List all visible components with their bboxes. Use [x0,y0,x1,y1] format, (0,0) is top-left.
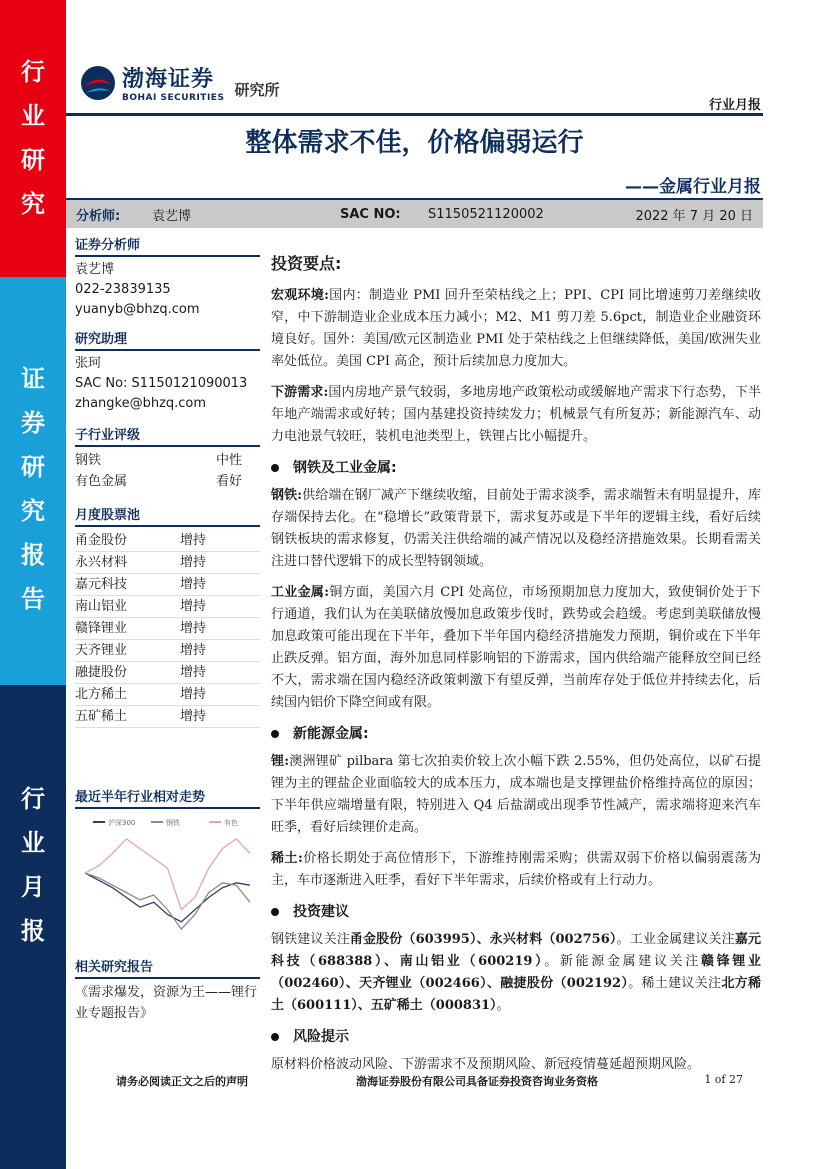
side-char: 行 [21,785,45,813]
stock-rating: 增持 [180,665,207,680]
downstream-paragraph [271,382,761,448]
side-char: 告 [21,585,45,613]
rating-row [75,450,260,471]
stock-rating: 增持 [180,643,207,658]
investment-heading [271,901,761,923]
stock-rating: 增持 [180,621,207,636]
steel-heading-text: 钢铁及工业金属: [293,460,397,476]
new-energy-heading [271,723,761,745]
investment-stocks: 北方稀土（600111）、五矿稀土（000831） [271,976,761,1013]
side-banner-red [0,0,66,277]
stock-pool-heading: 月度股票池 [75,504,260,527]
downstream-label: 下游需求: [271,385,329,400]
stock-pool-row [75,662,260,684]
analyst-name: 袁艺博 [152,208,192,224]
sac-number: S1150521120002 [428,206,544,222]
logo-name-cn: 渤海证券 [122,67,215,92]
investment-stocks: 甬金股份（603995）、永兴材料（002756） [349,932,617,947]
stock-pool-row [75,552,260,574]
side-char: 报 [21,917,45,945]
footer-disclaimer: 请务必阅读正文之后的声明 [116,1075,248,1088]
stock-rating: 增持 [180,599,207,614]
related-reports-heading: 相关研究报告 [75,956,260,979]
rating-heading: 子行业评级 [75,424,260,447]
rating-sector: 钢铁 [75,453,102,468]
side-char: 业 [21,829,45,857]
investment-text: 钢铁建议关注 [271,932,350,947]
side-char: 研 [21,453,45,481]
assistant-email[interactable]: zhangke@bhzq.com [75,396,207,411]
company-logo [80,62,279,103]
analyst-label: 分析师: [76,208,121,224]
stock-name: 融捷股份 [75,665,128,680]
key-points-heading: 投资要点: [271,254,342,273]
steel-heading [271,457,761,479]
industrial-metal-paragraph [271,582,761,714]
trend-chart [75,812,260,946]
analyst-line: 022-23839135 [75,282,171,297]
stock-name: 北方稀土 [75,687,128,702]
side-char: 行 [21,58,45,86]
bullet-icon [271,730,279,738]
logo-department: 研究所 [234,81,280,99]
side-char: 报 [21,541,45,569]
steel-label: 钢铁: [271,488,303,503]
side-banner [0,0,66,1169]
rare-earth-paragraph [271,848,761,892]
trend-chart-svg [75,812,260,942]
stock-rating: 增持 [180,709,207,724]
legend-label: 钢铁 [166,819,180,827]
steel-paragraph [271,485,761,573]
stock-rating: 增持 [180,577,207,592]
industrial-metal-label: 工业金属: [271,585,330,600]
analyst-line: 袁艺博 [75,262,115,277]
side-char: 月 [21,873,45,901]
side-banner-navy [0,685,66,1169]
stock-name: 赣锋锂业 [75,621,128,636]
bullet-icon [271,908,279,916]
logo-name-en: BOHAI SECURITIES [122,93,225,103]
investment-stocks: 赣锋锂业（002460）、天齐锂业（002466）、融捷股份（002192） [271,954,761,991]
assistant-heading: 研究助理 [75,328,260,351]
stock-pool-row [75,640,260,662]
key-points-column [271,253,761,1085]
bullet-icon [271,464,279,472]
bullet-icon [271,1033,279,1041]
page-title: 整体需求不佳，价格偏弱运行 [245,128,584,158]
left-column [75,234,260,1024]
downstream-text: 国内房地产景气较弱，多地房地产政策松动或缓解地产需求下行态势，下半年地产端需求或好转；国内基建投资持续发力；机械景气有所复苏；新能源汽车、动力电池景气较旺，装机电池类型上，铁锂占比小幅提升。 [271,385,761,444]
risk-heading [271,1026,761,1048]
rating-sector: 有色金属 [75,474,128,489]
side-char: 券 [21,409,45,437]
stock-name: 永兴材料 [75,555,128,570]
stock-pool-row [75,618,260,640]
rare-earth-label: 稀土: [271,851,303,866]
analyst-heading: 证券分析师 [75,234,260,257]
report-type: 行业月报 [708,98,761,113]
lithium-label: 锂: [271,754,290,769]
bohai-logo-icon [80,63,116,103]
industrial-metal-text: 铜方面，美国六月 CPI 处高位，市场预期加息力度加大，致使铜价处于下行通道，我们认为在美联储放慢加息政策步伐时，跌势或会趋缓。考虑到美联储放慢加息政策可能出现在下半年，叠加下半年国内稳经济措施发力预期，铜价或在下半年止跌反弹。铝方面，海外加息同样影响铝的下游需求，国内供给端产能释放空间已经不大，需求端在国内稳经济政策刺激下有望反弹，当前库存处于低位并持续去化，后续国内铝价下降空间或有限。 [271,585,761,710]
stock-rating: 增持 [180,687,207,702]
stock-pool-row [75,684,260,706]
side-char: 业 [21,102,45,130]
side-banner-cyan [0,277,66,685]
page-number: 1 of 27 [704,1073,743,1086]
rating-value: 看好 [215,474,242,489]
lithium-text: 澳洲锂矿 pilbara 第七次拍卖价较上次小幅下跌 2.55%，但仍处高位，以矿石提锂为主的锂盐企业面临较大的成本压力，成本端也是支撑锂盐价格维持高位的原因；下半年供应端增量有限，特别进入 Q4 后盐湖或出现季节性减产，需求端将迎来汽车旺季，看好后续锂价走高。 [271,754,761,835]
investment-text: 。稀土建议关注 [628,976,722,991]
stock-rating: 增持 [180,533,207,548]
macro-text: 国内：制造业 PMI 回升至荣枯线之上；PPI、CPI 同比增速剪刀差继续收窄，中下游制造业企业成本压力减小；M2、M1 剪刀差 5.6pct，制造业企业融资环境良好。国外：美国/欧元区制造业 PMI 处于荣枯线之上但继续降低，美国/欧洲失业率处低位。美国 CPI 高企，预计后续加息力度加大。 [271,288,761,369]
rating-value: 中性 [215,453,242,468]
side-char: 证 [21,365,45,393]
sac-label: SAC NO: [340,206,401,222]
legend-label: 有色 [224,819,238,827]
stock-name: 甬金股份 [75,533,128,548]
side-char: 研 [21,146,45,174]
macro-paragraph [271,285,761,373]
stock-name: 南山铝业 [75,599,128,614]
steel-text: 供给端在钢厂减产下继续收缩，目前处于需求淡季，需求端暂未有明显提升，库存端保持去化。在“稳增长”政策背景下，需求复苏或是下半年的逻辑主线，看好后续钢铁板块的需求修复，仍需关注供给端的减产情况以及稳经济措施效果。长期看需关注进口替代逻辑下的成长型特钢领域。 [271,488,761,569]
investment-paragraph [271,929,761,1017]
analyst-email[interactable]: yuanyb@bhzq.com [75,302,200,317]
investment-heading-text: 投资建议 [293,904,349,920]
analyst-info-bar [66,198,763,228]
stock-pool-row [75,596,260,618]
trend-chart-heading: 最近半年行业相对走势 [75,786,260,809]
stock-rating: 增持 [180,555,207,570]
side-char: 究 [21,497,45,525]
macro-label: 宏观环境: [271,288,329,303]
assistant-line: 张珂 [75,356,102,371]
risk-paragraph: 原材料价格波动风险、下游需求不及预期风险、新冠疫情蔓延超预期风险。 [271,1057,701,1072]
page-subtitle: ——金属行业月报 [625,177,761,197]
rare-earth-text: 价格长期处于高位情形下，下游维持刚需采购；供需双弱下价格以偏弱震荡为主，车市逐渐进入旺季，看好下半年需求，后续价格或有上行动力。 [271,851,761,888]
stock-name: 五矿稀土 [75,709,128,724]
stock-name: 天齐锂业 [75,643,128,658]
report-date: 2022 年 7 月 20 日 [635,208,753,224]
new-energy-heading-text: 新能源金属: [293,726,369,742]
assistant-line: SAC No: S1150121090013 [75,376,248,391]
investment-text: 。 [496,998,510,1013]
stock-pool-row [75,706,260,728]
risk-heading-text: 风险提示 [293,1029,349,1045]
header-rule [66,113,763,116]
investment-stocks: 嘉元科技（688388）、南山铝业（600219） [271,932,761,969]
lithium-paragraph [271,751,761,839]
investment-text: 。新能源金属建议关注 [544,954,701,969]
related-report-link[interactable]: 《需求爆发，资源为王——锂行业专题报告》 [75,985,258,1021]
side-char: 究 [21,190,45,218]
stock-name: 嘉元科技 [75,577,128,592]
investment-text: 。工业金属建议关注 [616,932,735,947]
stock-pool-row [75,530,260,552]
footer-company: 渤海证券股份有限公司具备证券投资咨询业务资格 [356,1075,598,1088]
rating-row [75,471,260,492]
legend-label: 沪深300 [108,819,136,827]
stock-pool-row [75,574,260,596]
